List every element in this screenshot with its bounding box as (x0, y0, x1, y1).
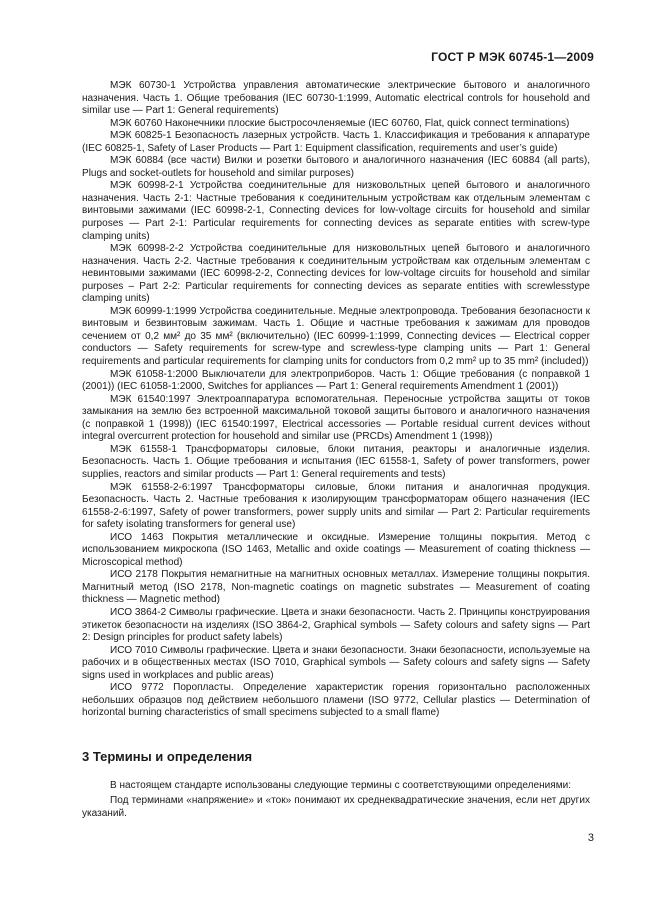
page-number: 3 (587, 832, 594, 844)
reference-entry: МЭК 60825-1 Безопасность лазерных устройств. Часть 1. Классификация и требования к аппаратуре (IEC 60825-1, Safety of Laser Products — Part 1: Equipment classification, requirements and user’s guide) (82, 130, 590, 154)
page-content (82, 80, 590, 824)
section-paragraph: Под терминами «напряжение» и «ток» понимают их среднеквадратические значения, если нет других указаний. (82, 795, 590, 819)
document-header: ГОСТ Р МЭК 60745-1—2009 (431, 50, 594, 64)
reference-entry: МЭК 60998-2-1 Устройства соединительные для низковольтных цепей бытового и аналогичного назначения. Часть 2-1: Частные требования к соединительным устройствам как отдельным элементам с винтовыми зажимами (IEC 60998-2-1, Connecting devices for low-voltage circuits for household and similar purposes — Part 2-1: Particular requirements for connecting devices as separate entities with screw-type clamping units) (82, 180, 590, 242)
reference-entry: МЭК 61558-2-6:1997 Трансформаторы силовые, блоки питания и аналогичная продукция. Безопасность. Часть 2. Частные требования к изолирующим трансформаторам общего назначения (IEC 61558-2-6:1997, Safety of power transformers, power supply units and similar — Part 2: Particular requirements for safety isolating transformers for general use) (82, 481, 590, 531)
reference-entry: МЭК 60730-1 Устройства управления автоматические электрические бытового и аналогичного назначения. Часть 1. Общие требования (IEC 60730-1:1999, Automatic electrical controls for household and similar use — Part 1: General requirements) (82, 80, 590, 117)
reference-entry: ИСО 2178 Покрытия немагнитные на магнитных основных металлах. Измерение толщины покрытия. Магнитный метод (ISO 2178, Non-magnetic coatings on magnetic substrates — Measurement of coating thickness — Magnetic method) (82, 569, 590, 606)
reference-entry: МЭК 61558-1 Трансформаторы силовые, блоки питания, реакторы и аналогичные изделия. Безопасность. Часть 1. Общие требования и испытания (IEC 61558-1, Safety of power transformers, power supplies, reactors and similar products — Part 1: General requirements and tests) (82, 443, 590, 480)
reference-entry: МЭК 60998-2-2 Устройства соединительные для низковольтных цепей бытового и аналогичного назначения. Часть 2-2. Частные требования к соединительным устройствам как отдельным элементам с невинтовыми зажимами (IEC 60998-2-2, Connecting devices for low-voltage circuits for household and similar purposes – Part 2-2: Particular requirements for connecting devices as separate entities with screwlesstype clamping units) (82, 243, 590, 305)
reference-entry: ИСО 3864-2 Символы графические. Цвета и знаки безопасности. Часть 2. Принципы конструирования этикеток безопасности на изделиях (ISO 3864-2, Graphical symbols — Safety colours and safety signs — Part 2: Design principles for product safety labels) (82, 606, 590, 644)
section-paragraph: В настоящем стандарте использованы следующие термины с соответствующими определениями: (110, 779, 572, 791)
reference-entry: МЭК 60884 (все части) Вилки и розетки бытового и аналогичного назначения (IEC 60884 (all parts), Plugs and socket-outlets for household and similar purposes) (82, 155, 590, 179)
section-title: 3 Термины и определения (82, 748, 253, 764)
reference-entry: ИСО 9772 Поропласты. Определение характеристик горения горизонтально расположенных небольших образцов под действием небольшого пламени (ISO 9772, Cellular plastics — Determination of horizontal burning characteristics of small specimens subjected to a small flame) (82, 682, 590, 719)
reference-entry: МЭК 61058-1:2000 Выключатели для электроприборов. Часть 1: Общие требования (с поправкой 1 (2001)) (IEC 61058-1:2000, Switches for appliances — Part 1: General requirements Amendment 1 (2001)) (82, 368, 590, 393)
reference-entry: МЭК 61540:1997 Электроаппаратура вспомогательная. Переносные устройства защиты от токов замыкания на землю без встроенной максимальной токовой защиты бытового и аналогичного назначения (с поправкой 1 (1998)) (IEC 61540:1997, Electrical accessories — Portable residual current devices without integral overcurrent protection for household and similar use (PRCDs) Amendment 1 (1998)) (82, 393, 590, 443)
reference-list (82, 80, 590, 720)
reference-entry: МЭК 60760 Наконечники плоские быстросочленяемые (IEC 60760, Flat, quick connect terminations) (110, 117, 570, 129)
reference-entry: ИСО 7010 Символы графические. Цвета и знаки безопасности. Знаки безопасности, используемые на рабочих и в общественных местах (ISO 7010, Graphical symbols — Safety colours and safety signs — Safety signs used in workplaces and public areas) (82, 644, 590, 681)
reference-entry: МЭК 60999-1:1999 Устройства соединительные. Медные электропровода. Требования безопасности к винтовым и безвинтовым зажимам. Часть 1. Общие и частные требования к зажимам для проводов сечением от 0,2 мм² до 35 мм² (включительно) (IEC 60999-1:1999, Connecting devices — Electrical copper conductors — Safety requirements for screw-type and screwless-type clamping units — Part 1: General requirements and particular requirements for clamping units for conductors from 0,2 mm² up to 35 mm² (included)) (82, 305, 590, 368)
reference-entry: ИСО 1463 Покрытия металлические и оксидные. Измерение толщины покрытия. Метод с использованием микроскопа (ISO 1463, Metallic and oxide coatings — Measurement of coating thickness — Microscopical method) (82, 531, 590, 568)
